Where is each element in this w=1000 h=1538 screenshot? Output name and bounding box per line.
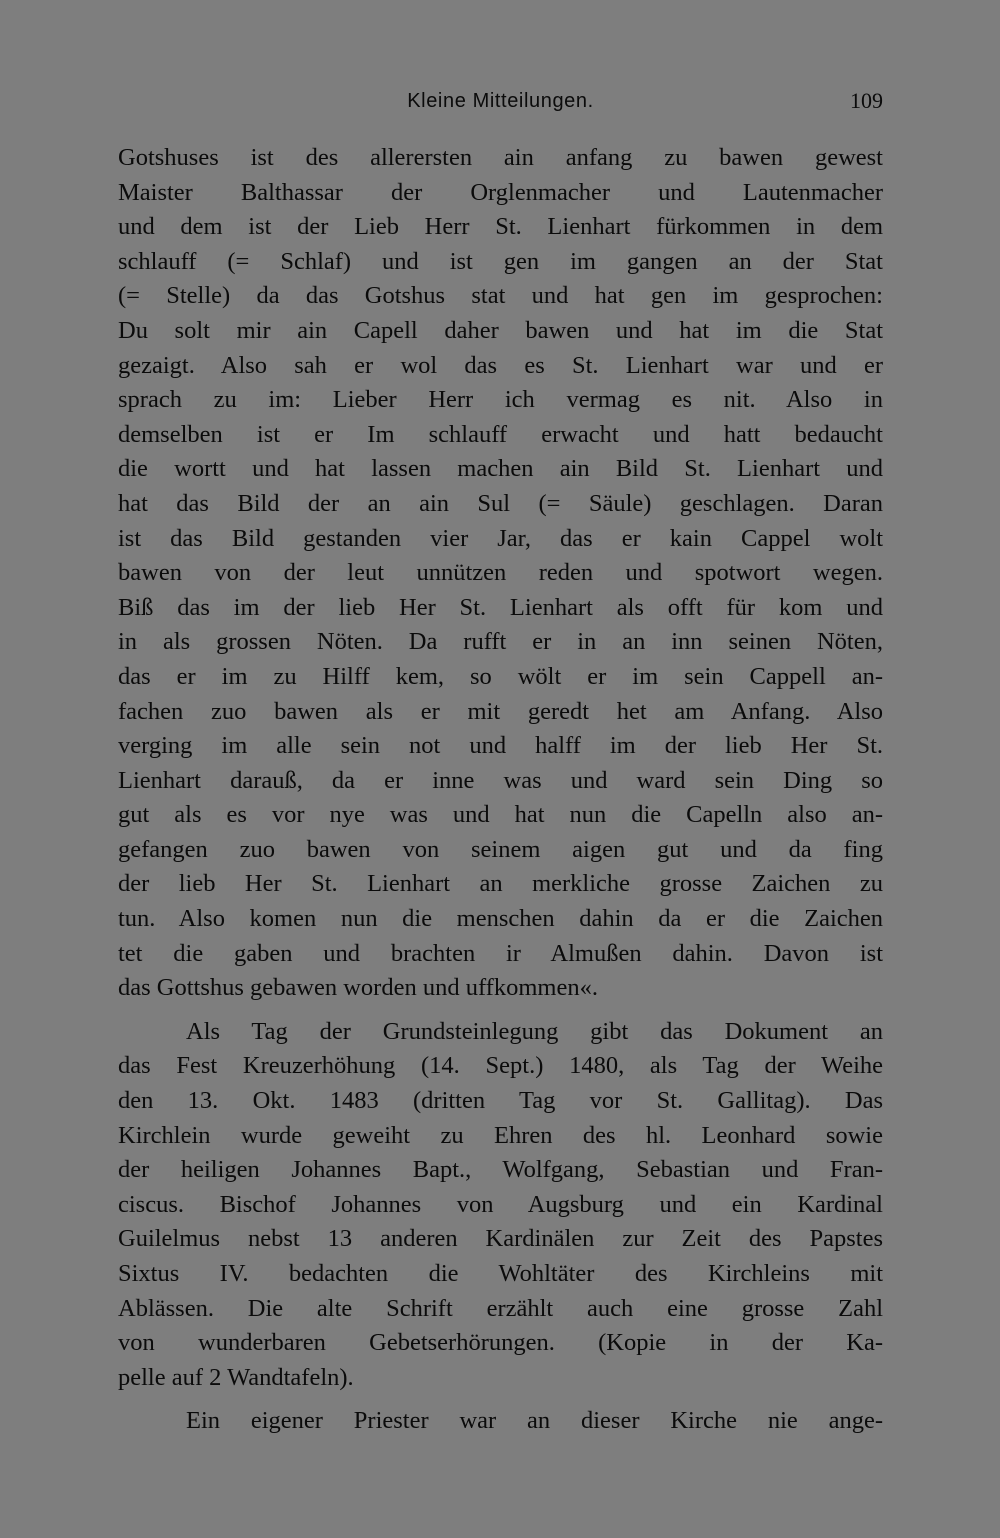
text-line: das Gottshus gebawen worden und uffkommen«. [118, 974, 598, 1002]
text-line: das Fest Kreuzerhöhung (14. Sept.) 1480, als Tag der Weihe [118, 1052, 883, 1080]
running-head [118, 86, 883, 116]
text-line: gezaigt. Also sah er wol das es St. Lienhart war und er [118, 351, 883, 379]
text-line: ciscus. Bischof Johannes von Augsburg und ein Kardinal [118, 1190, 883, 1218]
page-number: 109 [850, 88, 883, 113]
paragraph-1 [118, 141, 883, 1006]
text-line: in als grossen Nöten. Da rufft er in an inn seinen Nöten, [118, 628, 883, 656]
text-line: den 13. Okt. 1483 (dritten Tag vor St. Gallitag). Das [118, 1087, 883, 1115]
text-line: sprach zu im: Lieber Herr ich vermag es nit. Also in [118, 386, 883, 414]
paragraph-3 [118, 1404, 883, 1439]
running-title: Kleine Mitteilungen. [407, 90, 594, 112]
text-line: verging im alle sein not und halff im der lieb Her St. [118, 732, 883, 760]
text-line: Guilelmus nebst 13 anderen Kardinälen zur Zeit des Papstes [118, 1225, 883, 1253]
text-line: Du solt mir ain Capell daher bawen und hat im die Stat [118, 316, 883, 344]
text-line: Maister Balthassar der Orglenmacher und Lautenmacher [118, 178, 883, 206]
text-line: Ablässen. Die alte Schrift erzählt auch eine grosse Zahl [118, 1294, 883, 1322]
text-line: von wunderbaren Gebetserhörungen. (Kopie in der Ka- [118, 1329, 883, 1357]
text-line: gut als es vor nye was und hat nun die Capelln also an- [118, 801, 883, 829]
text-line: bawen von der leut unnützen reden und spotwort wegen. [118, 559, 883, 587]
text-line: der lieb Her St. Lienhart an merkliche grosse Zaichen zu [118, 870, 883, 898]
text-line: hat das Bild der an ain Sul (= Säule) geschlagen. Daran [118, 489, 883, 517]
text-line: das er im zu Hilff kem, so wölt er im sein Cappell an- [118, 662, 883, 690]
text-line: Ein eigener Priester war an dieser Kirche nie ange- [186, 1407, 883, 1435]
text-line: tet die gaben und brachten ir Almußen dahin. Davon ist [118, 939, 883, 967]
text-line: (= Stelle) da das Gotshus stat und hat gen im gesprochen: [118, 282, 883, 310]
text-line: Als Tag der Grundsteinlegung gibt das Dokument an [186, 1017, 883, 1045]
paragraph-gap [118, 1395, 883, 1404]
text-line: der heiligen Johannes Bapt., Wolfgang, Sebastian und Fran- [118, 1156, 883, 1184]
text-line: fachen zuo bawen als er mit geredt het am Anfang. Also [118, 697, 883, 725]
text-line: gefangen zuo bawen von seinem aigen gut und da fing [118, 835, 883, 863]
body-text [118, 141, 883, 1439]
text-line: Biß das im der lieb Her St. Lienhart als offt für kom und [118, 593, 883, 621]
paragraph-gap [118, 1006, 883, 1015]
text-line: ist das Bild gestanden vier Jar, das er kain Cappel wolt [118, 524, 883, 552]
text-line: Lienhart darauß, da er inne was und ward sein Ding so [118, 766, 883, 794]
text-line: demselben ist er Im schlauff erwacht und hatt bedaucht [118, 420, 883, 448]
text-line: die wortt und hat lassen machen ain Bild St. Lienhart und [118, 455, 883, 483]
text-line: Kirchlein wurde geweiht zu Ehren des hl. Leonhard sowie [118, 1121, 883, 1149]
text-line: Sixtus IV. bedachten die Wohltäter des Kirchleins mit [118, 1260, 883, 1287]
text-line: tun. Also komen nun die menschen dahin da er die Zaichen [118, 905, 883, 933]
text-line: und dem ist der Lieb Herr St. Lienhart fürkommen in dem [118, 213, 883, 241]
text-line: Gotshuses ist des allerersten ain anfang zu bawen gewest [118, 144, 883, 171]
text-line: pelle auf 2 Wandtafeln). [118, 1363, 354, 1391]
text-line: schlauff (= Schlaf) und ist gen im gangen an der Stat [118, 247, 883, 275]
paragraph-2 [118, 1015, 883, 1396]
